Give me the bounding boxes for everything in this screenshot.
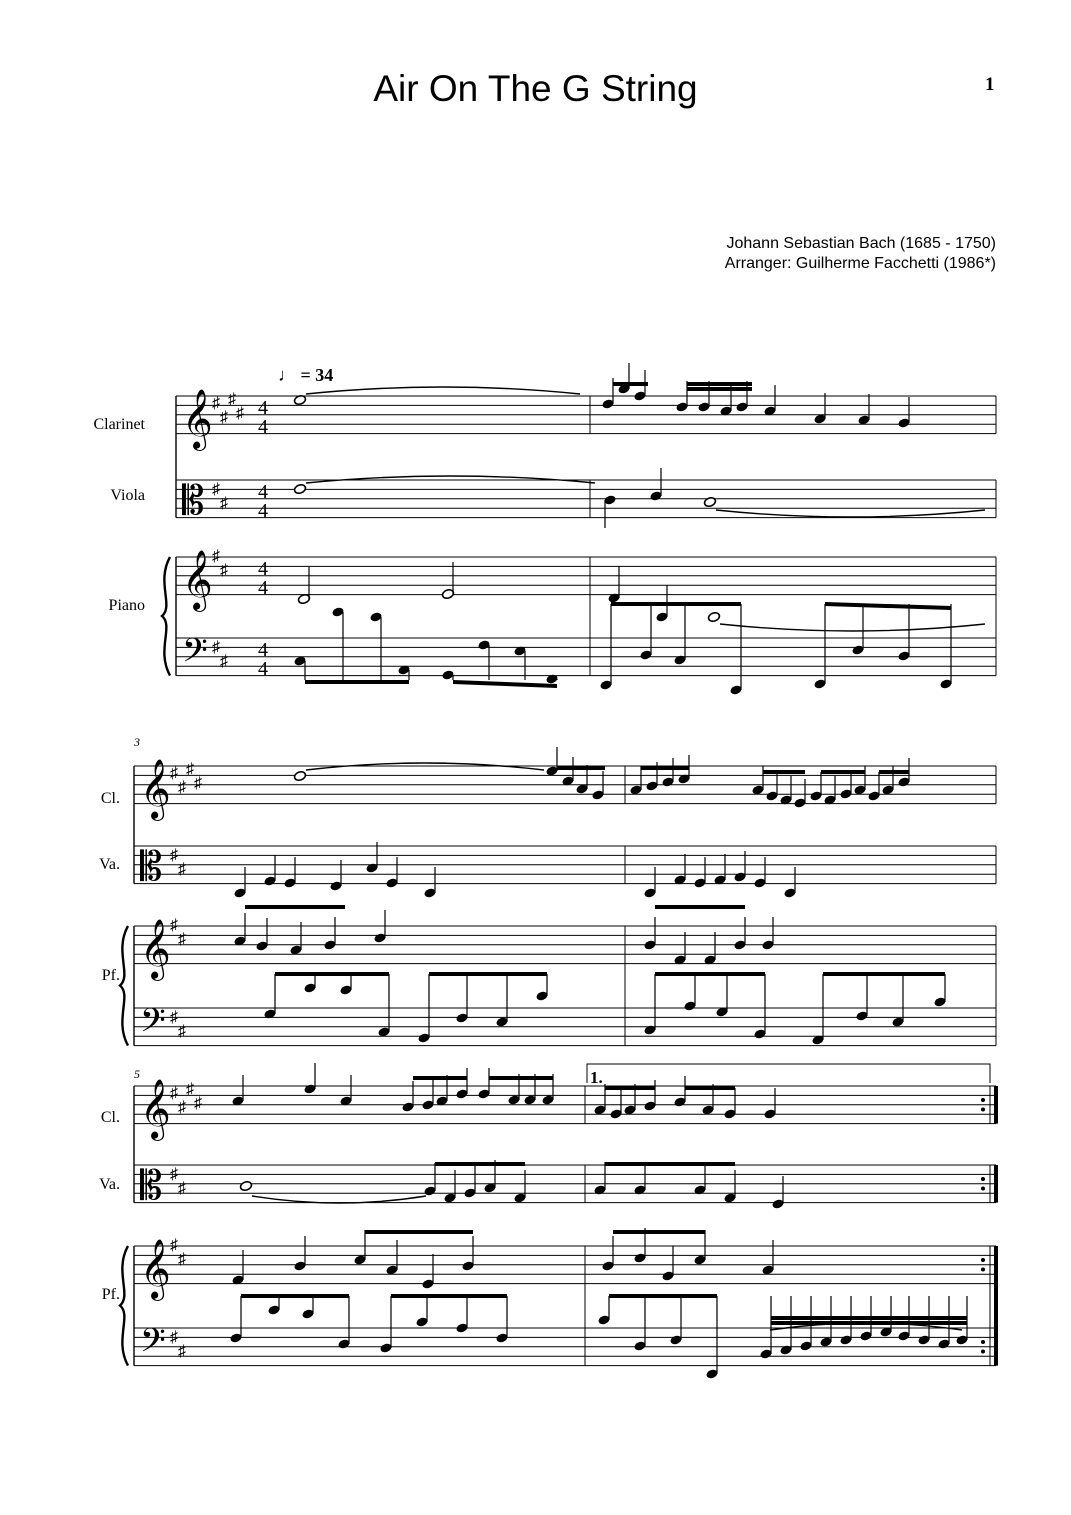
- note-beam: [763, 770, 805, 774]
- key-sharp: ♯: [170, 1085, 178, 1102]
- repeat-dot: [981, 1268, 985, 1272]
- note-beam: [687, 382, 752, 386]
- key-sharp: ♯: [194, 775, 202, 792]
- note-beam: [655, 972, 765, 976]
- repeat-dot: [981, 1098, 985, 1102]
- key-sharp: ♯: [220, 653, 228, 670]
- tie-slur: [716, 510, 985, 517]
- time-signature-denominator: 4: [258, 658, 268, 680]
- note-beam: [435, 1162, 525, 1166]
- treble-clef: 𝄞: [140, 1241, 171, 1298]
- key-sharp: ♯: [186, 1081, 194, 1098]
- note-beam: [771, 1316, 967, 1320]
- key-sharp: ♯: [212, 548, 220, 565]
- note-beam: [879, 770, 909, 774]
- note-beam: [453, 680, 557, 688]
- time-signature-denominator: 4: [258, 577, 268, 599]
- repeat-dot: [981, 1258, 985, 1262]
- note-beam: [489, 1076, 553, 1080]
- repeat-dot: [981, 1108, 985, 1112]
- key-sharp: ♯: [178, 1251, 186, 1268]
- instrument-label-clarinet: Clarinet: [93, 416, 145, 433]
- key-sharp: ♯: [178, 861, 186, 878]
- note-beam: [825, 602, 951, 610]
- repeat-dot: [981, 1340, 985, 1344]
- note-beam: [241, 1294, 349, 1298]
- note-beam: [305, 680, 409, 684]
- note-beam: [641, 766, 689, 770]
- tie-slur: [720, 624, 985, 631]
- note-beam: [365, 1230, 473, 1234]
- piano-brace: [120, 926, 128, 1046]
- key-sharp: ♯: [170, 917, 178, 934]
- key-sharp: ♯: [178, 779, 186, 796]
- key-sharp: ♯: [170, 765, 178, 782]
- key-sharp: ♯: [178, 1023, 186, 1040]
- note-beam: [413, 1076, 467, 1080]
- instrument-label-piano-short: Pf.: [101, 1286, 120, 1303]
- note-beam: [245, 905, 345, 909]
- note-beam: [557, 766, 605, 770]
- notehead: [707, 611, 720, 622]
- piano-brace: [162, 557, 170, 676]
- alto-clef: 𝄡: [140, 844, 163, 889]
- key-sharp: ♯: [170, 847, 178, 864]
- key-sharp: ♯: [228, 391, 236, 408]
- note-beam: [609, 1294, 717, 1298]
- key-sharp: ♯: [212, 481, 220, 498]
- key-sharp: ♯: [178, 1099, 186, 1116]
- tempo-marking: ♩ = 34: [278, 365, 334, 385]
- alto-clef: 𝄡: [182, 478, 205, 523]
- key-sharp: ♯: [178, 931, 186, 948]
- notehead: [239, 1180, 252, 1191]
- note-beam: [429, 972, 547, 976]
- note-beam: [687, 387, 752, 391]
- piano-brace: [120, 1246, 128, 1366]
- note-beam: [613, 382, 648, 386]
- key-sharp: ♯: [178, 1343, 186, 1360]
- bass-clef: 𝄢: [140, 1322, 166, 1367]
- time-signature-numerator: 4: [258, 481, 268, 503]
- key-sharp: ♯: [170, 1009, 178, 1026]
- repeat-dot: [981, 1350, 985, 1354]
- key-sharp: ♯: [178, 1180, 186, 1197]
- alto-clef: 𝄡: [140, 1163, 163, 1208]
- instrument-label-clarinet-short: Cl.: [100, 790, 120, 807]
- instrument-label-clarinet-short: Cl.: [100, 1109, 120, 1126]
- arranger-credit: Arranger: Guilherme Facchetti (1986*): [724, 255, 996, 272]
- key-sharp: ♯: [186, 761, 194, 778]
- note-beam: [605, 1162, 735, 1166]
- notehead: [293, 770, 306, 781]
- repeat-dot: [981, 1177, 985, 1181]
- key-sharp: ♯: [236, 405, 244, 422]
- note-beam: [275, 972, 389, 976]
- repeat-dot: [981, 1187, 985, 1191]
- treble-clef: 𝄞: [140, 921, 171, 978]
- note-beam: [605, 1086, 655, 1090]
- instrument-label-piano-short: Pf.: [101, 967, 120, 984]
- note-beam: [685, 1086, 735, 1090]
- bass-clef: 𝄢: [140, 1002, 166, 1047]
- measure-number: 3: [134, 735, 140, 749]
- key-sharp: ♯: [212, 639, 220, 656]
- note-beam: [823, 972, 945, 976]
- notehead: [293, 483, 306, 494]
- instrument-label-viola-short: Va.: [99, 1176, 120, 1193]
- composer-credit: Johann Sebastian Bach (1685 - 1750): [726, 235, 996, 252]
- key-sharp: ♯: [170, 1166, 178, 1183]
- key-sharp: ♯: [220, 409, 228, 426]
- treble-clef: 𝄞: [182, 552, 213, 609]
- treble-clef: 𝄞: [140, 1081, 171, 1138]
- instrument-label-piano: Piano: [108, 597, 145, 614]
- first-ending-label: 1.: [590, 1068, 603, 1087]
- treble-clef: 𝄞: [182, 391, 213, 448]
- tie-slur: [252, 1196, 426, 1203]
- measure-number: 5: [134, 1067, 140, 1081]
- time-signature-numerator: 4: [258, 558, 268, 580]
- note-beam: [391, 1294, 507, 1298]
- key-sharp: ♯: [220, 562, 228, 579]
- key-sharp: ♯: [220, 495, 228, 512]
- time-signature-denominator: 4: [258, 416, 268, 438]
- instrument-label-viola-short: Va.: [99, 856, 120, 873]
- note-beam: [611, 602, 741, 606]
- page-number: 1: [985, 74, 995, 95]
- notehead: [703, 496, 716, 507]
- note-beam: [655, 905, 745, 909]
- bass-clef: 𝄢: [182, 632, 208, 677]
- instrument-label-viola: Viola: [110, 487, 145, 504]
- key-sharp: ♯: [170, 1329, 178, 1346]
- score-title: Air On The G String: [373, 68, 698, 109]
- key-sharp: ♯: [212, 395, 220, 412]
- time-signature-denominator: 4: [258, 500, 268, 522]
- treble-clef: 𝄞: [140, 761, 171, 818]
- time-signature-numerator: 4: [258, 397, 268, 419]
- time-signature-numerator: 4: [258, 639, 268, 661]
- key-sharp: ♯: [194, 1095, 202, 1112]
- note-beam: [821, 770, 865, 774]
- volta-bracket: [587, 1064, 990, 1083]
- key-sharp: ♯: [170, 1237, 178, 1254]
- tie-slur: [306, 387, 580, 394]
- note-beam: [613, 1230, 705, 1234]
